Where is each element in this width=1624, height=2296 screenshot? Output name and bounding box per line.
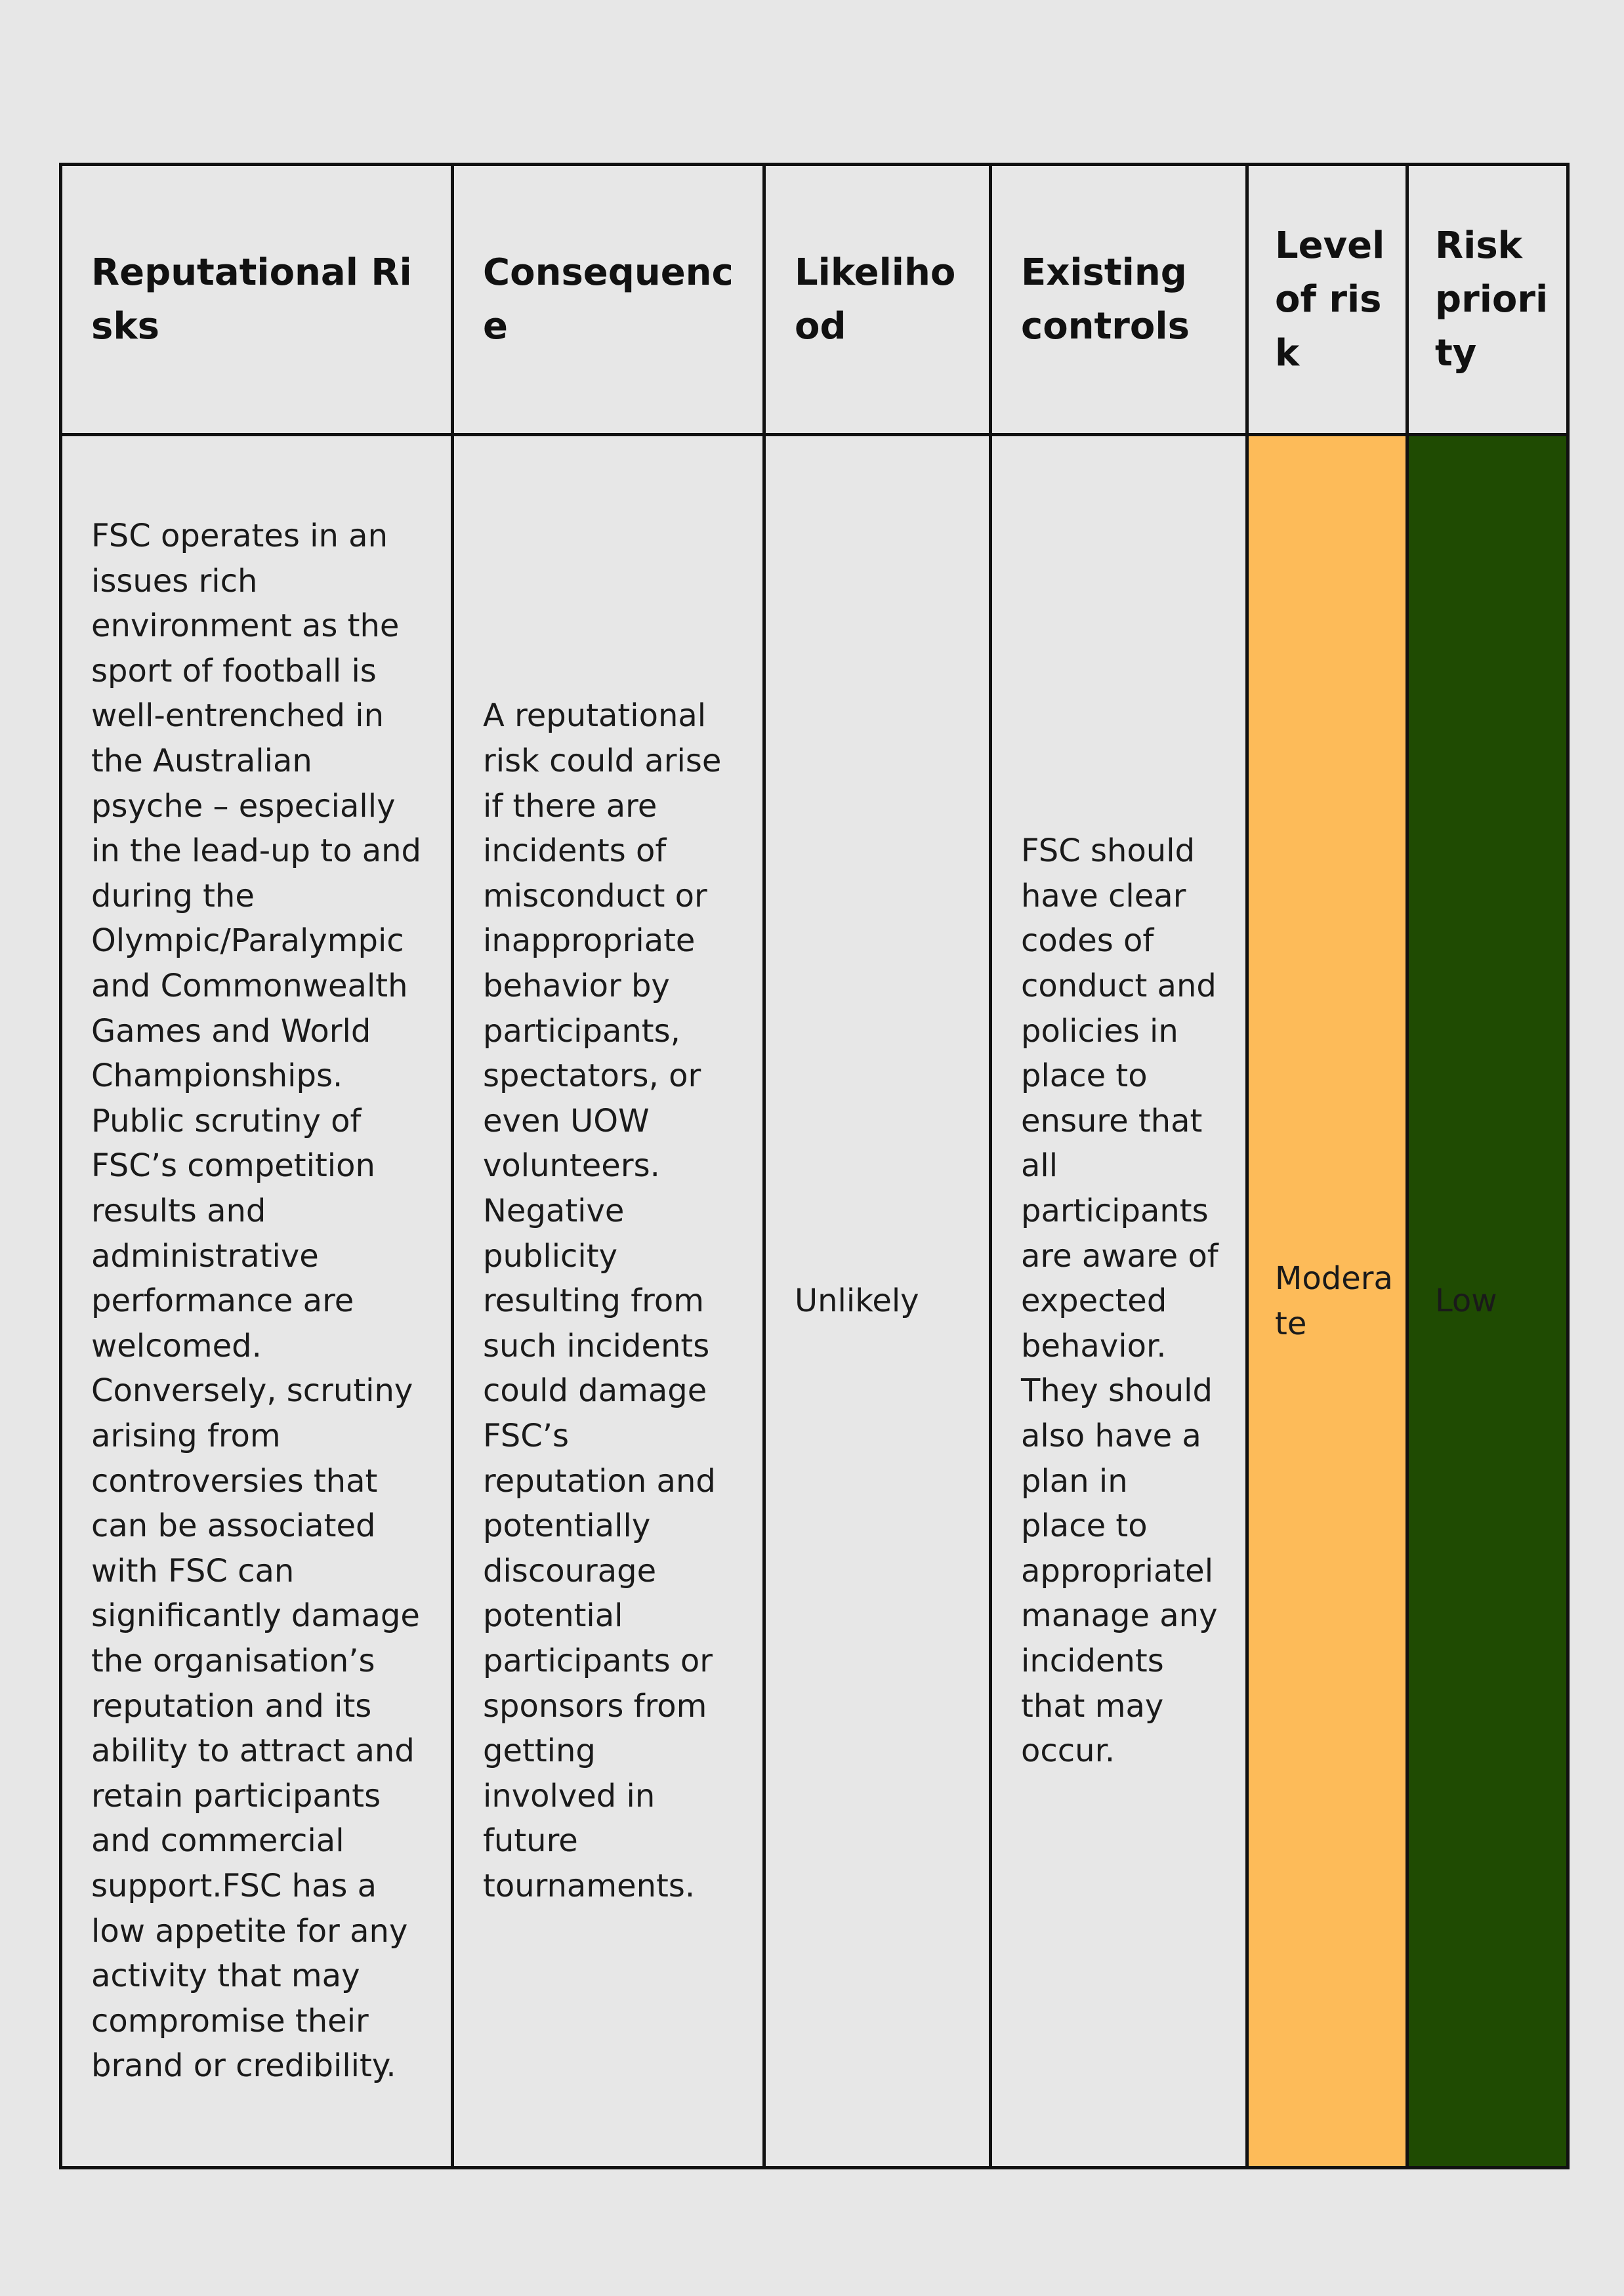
header-reputational-risks: Reputational Risks [61,165,453,435]
header-existing-controls: Existing controls [991,165,1247,435]
risk-assessment-table [59,163,1570,2169]
header-row [61,165,1568,435]
header-level-of-risk: Level of risk [1247,165,1407,435]
cell-likelihood: Unlikely [764,435,991,2168]
header-likelihood: Likelihood [764,165,991,435]
header-consequence: Consequence [453,165,764,435]
cell-existing-controls: FSC should have clear codes of conduct and policies in place to ensure that all participants are aware of expected behavior. They should also have a plan in place to appropriatel manage any incidents that may occur. [991,435,1247,2168]
header-risk-priority: Risk priority [1407,165,1568,435]
cell-level-of-risk: Moderate [1247,435,1407,2168]
table-row [61,435,1568,2168]
cell-risk-priority: Low [1407,435,1568,2168]
cell-consequence: A reputational risk could arise if there are incidents of misconduct or inappropriate behavior by participants, spectators, or even UOW volunteers. Negative publicity resulting from such incidents could damage FSC’s reputation and potentially discourage potential participants or sponsors from getting involved in future tournaments. [453,435,764,2168]
cell-reputational-risk-description: FSC operates in an issues rich environment as the sport of football is well-entrenched in the Australian psyche – especially in the lead-up to and during the Olympic/Paralympic and Commonwealth Games and World Championships. Public scrutiny of FSC’s competition results and administrative performance are welcomed. Conversely, scrutiny arising from controversies that can be associated with FSC can significantly damage the organisation’s reputation and its ability to attract and retain participants and commercial support.FSC has a low appetite for any activity that may compromise their brand or credibility. [61,435,453,2168]
